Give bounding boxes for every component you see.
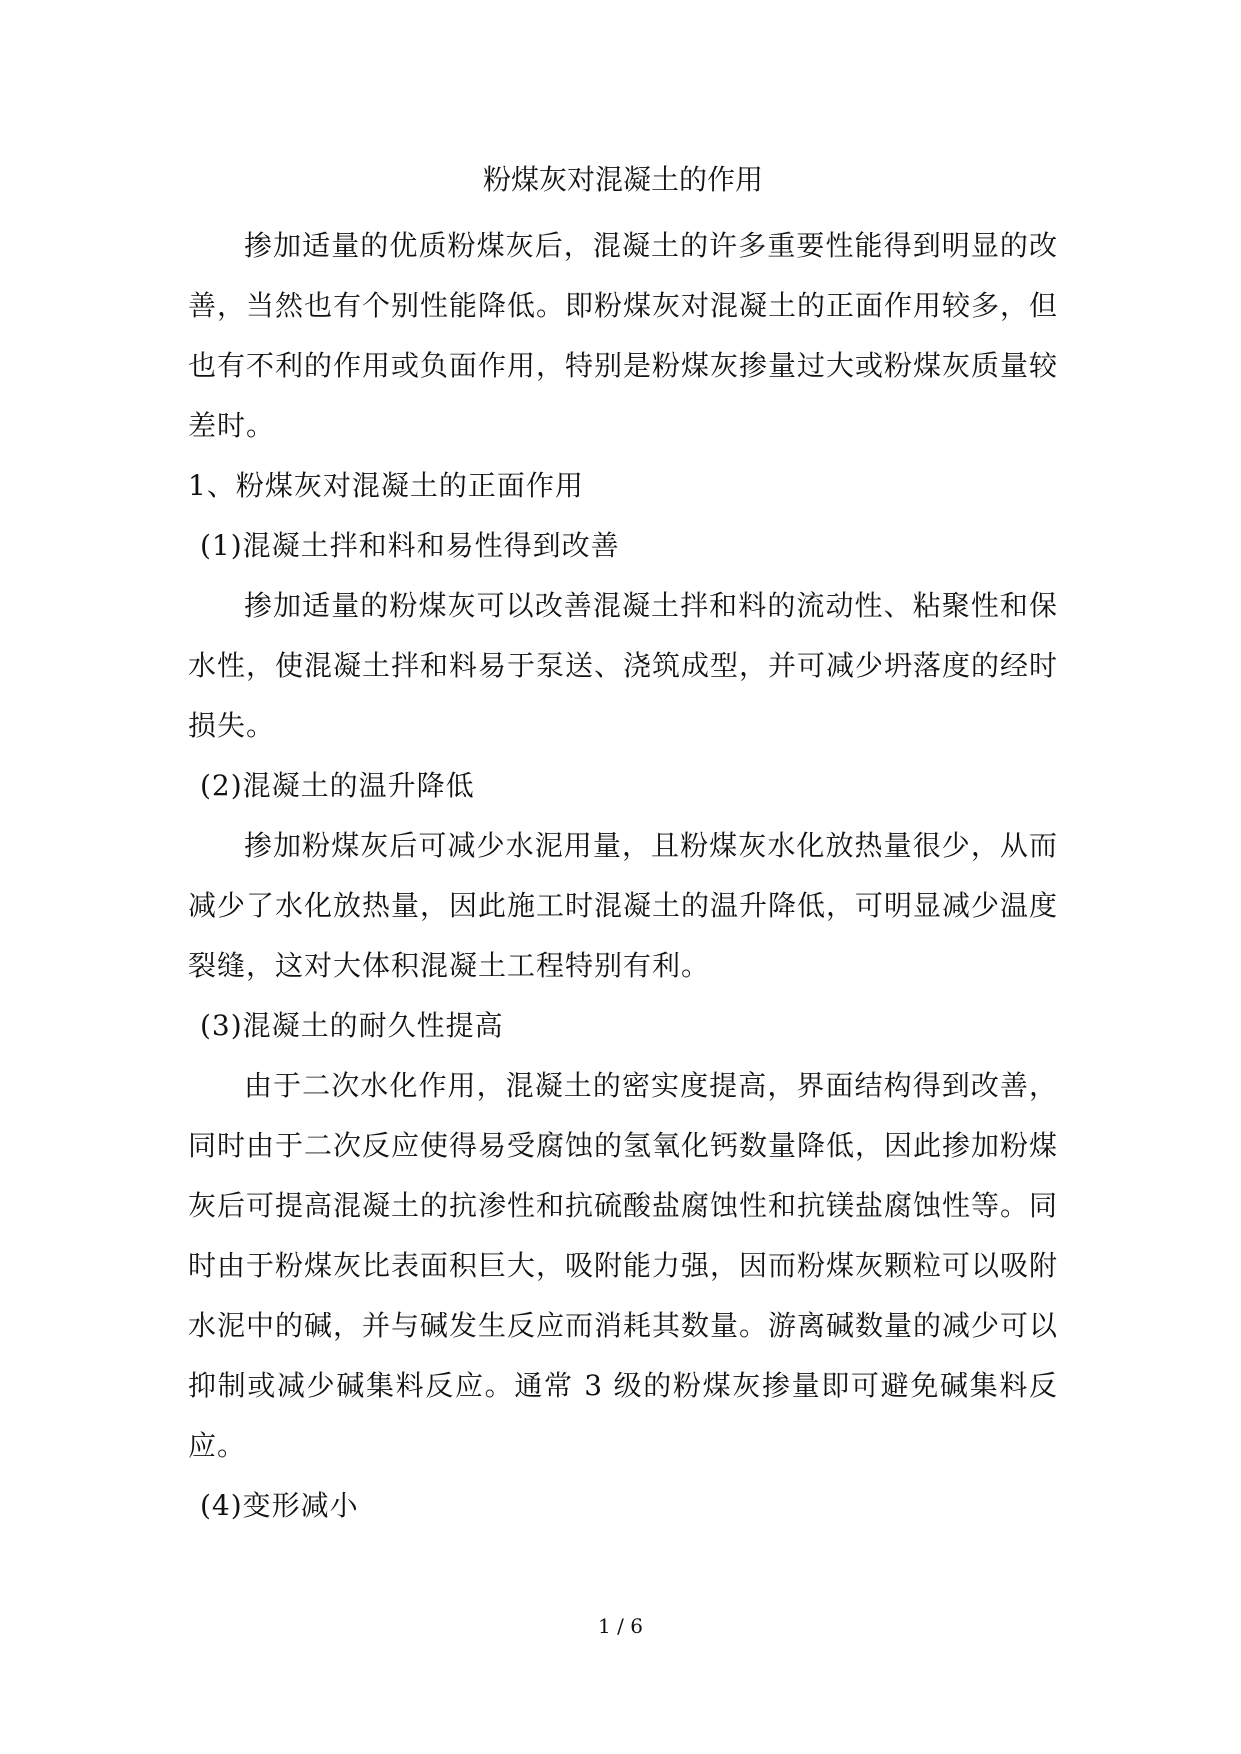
document-body [188, 160, 1058, 1536]
subsection-1-paragraph: 掺加适量的粉煤灰可以改善混凝土拌和料的流动性、粘聚性和保水性，使混凝土拌和料易于泵送、浇筑成型，并可减少坍落度的经时损失。 [188, 589, 1059, 742]
page-number: 1 / 6 [598, 1614, 643, 1638]
subsection-4-heading: (4)变形减小 [200, 1489, 359, 1522]
subsection-3-paragraph: 由于二次水化作用，混凝土的密实度提高，界面结构得到改善，同时由于二次反应使得易受腐蚀的氢氧化钙数量降低，因此掺加粉煤灰后可提高混凝土的抗渗性和抗硫酸盐腐蚀性和抗镁盐腐蚀性等。同时由于粉煤灰比表面积巨大，吸附能力强，因而粉煤灰颗粒可以吸附水泥中的碱，并与碱发生反应而消耗其数量。游离碱数量的减少可以抑制或减少碱集料反应。通常 3 级的粉煤灰掺量即可避免碱集料反应。 [188, 1069, 1059, 1462]
intro-paragraph: 掺加适量的优质粉煤灰后，混凝土的许多重要性能得到明显的改善，当然也有个别性能降低。即粉煤灰对混凝土的正面作用较多，但也有不利的作用或负面作用，特别是粉煤灰掺量过大或粉煤灰质量较差时。 [188, 229, 1059, 442]
document-title: 粉煤灰对混凝土的作用 [482, 163, 763, 196]
subsection-1-heading: (1)混凝土拌和料和易性得到改善 [200, 529, 620, 562]
subsection-2-paragraph: 掺加粉煤灰后可减少水泥用量，且粉煤灰水化放热量很少，从而减少了水化放热量，因此施工时混凝土的温升降低，可明显减少温度裂缝，这对大体积混凝土工程特别有利。 [188, 829, 1059, 982]
subsection-3-heading: (3)混凝土的耐久性提高 [200, 1009, 504, 1042]
section-1-heading: 1、粉煤灰对混凝土的正面作用 [188, 469, 584, 502]
subsection-2-heading: (2)混凝土的温升降低 [200, 769, 475, 802]
